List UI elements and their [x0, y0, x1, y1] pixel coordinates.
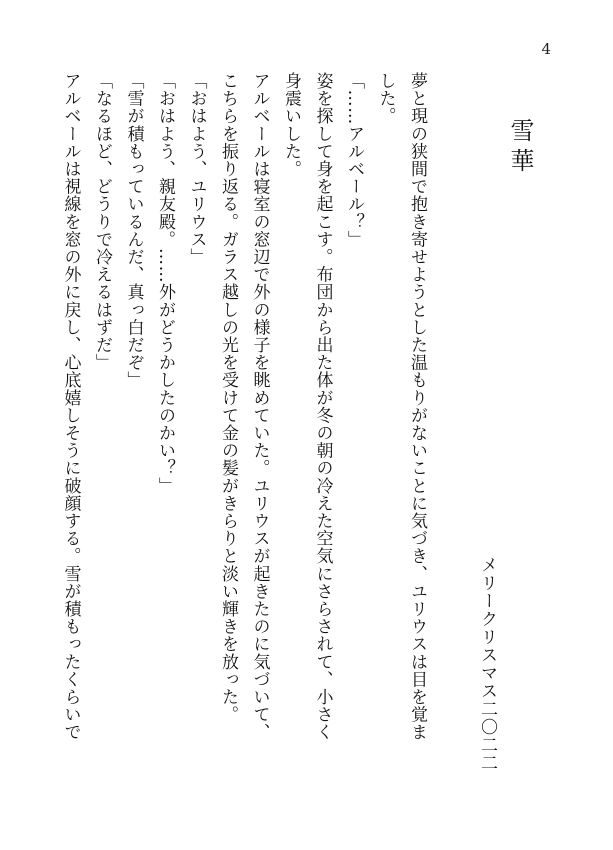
body-line: こちらを振り返る。ガラス越しの光を受けて金の髪がきらりと淡い輝きを放った。 [218, 72, 238, 724]
body-line: 姿を探して身を起こす。布団から出た体が冬の朝の冷えた空気にさらされて、小さく [312, 72, 333, 741]
body-line: アルベールは視線を窓の外に戻し、心底嬉しそうに破顔する。雪が積もったくらいで [60, 72, 81, 741]
body-line: 「雪が積もっているんだ、真っ白だぞ」 [123, 72, 144, 389]
body-line: アルベールは寝室の窓辺で外の様子を眺めていた。ユリウスが起きたのに気づいて、 [249, 72, 270, 741]
body-line: した。 [375, 72, 396, 125]
body-line: 夢と現の狭間で抱き寄せようとした温もりがないことに気づき、ユリウスは目を覚ま [407, 72, 427, 741]
body-line: 「……アルベール？」 [344, 72, 364, 248]
body-text [52, 72, 432, 792]
body-line: 「なるほど、どうりで冷えるはずだ」 [92, 72, 112, 372]
body-line: 身震いした。 [281, 72, 301, 178]
body-line: 「おはよう、親友殿。……外がどうかしたのかい？」 [155, 72, 175, 495]
story-title: 雪華 [506, 118, 534, 178]
page-number: 4 [541, 40, 551, 58]
story-subtitle: メリークリスマス二〇二二 [477, 556, 497, 772]
body-line: 「おはよう、ユリウス」 [186, 72, 207, 266]
